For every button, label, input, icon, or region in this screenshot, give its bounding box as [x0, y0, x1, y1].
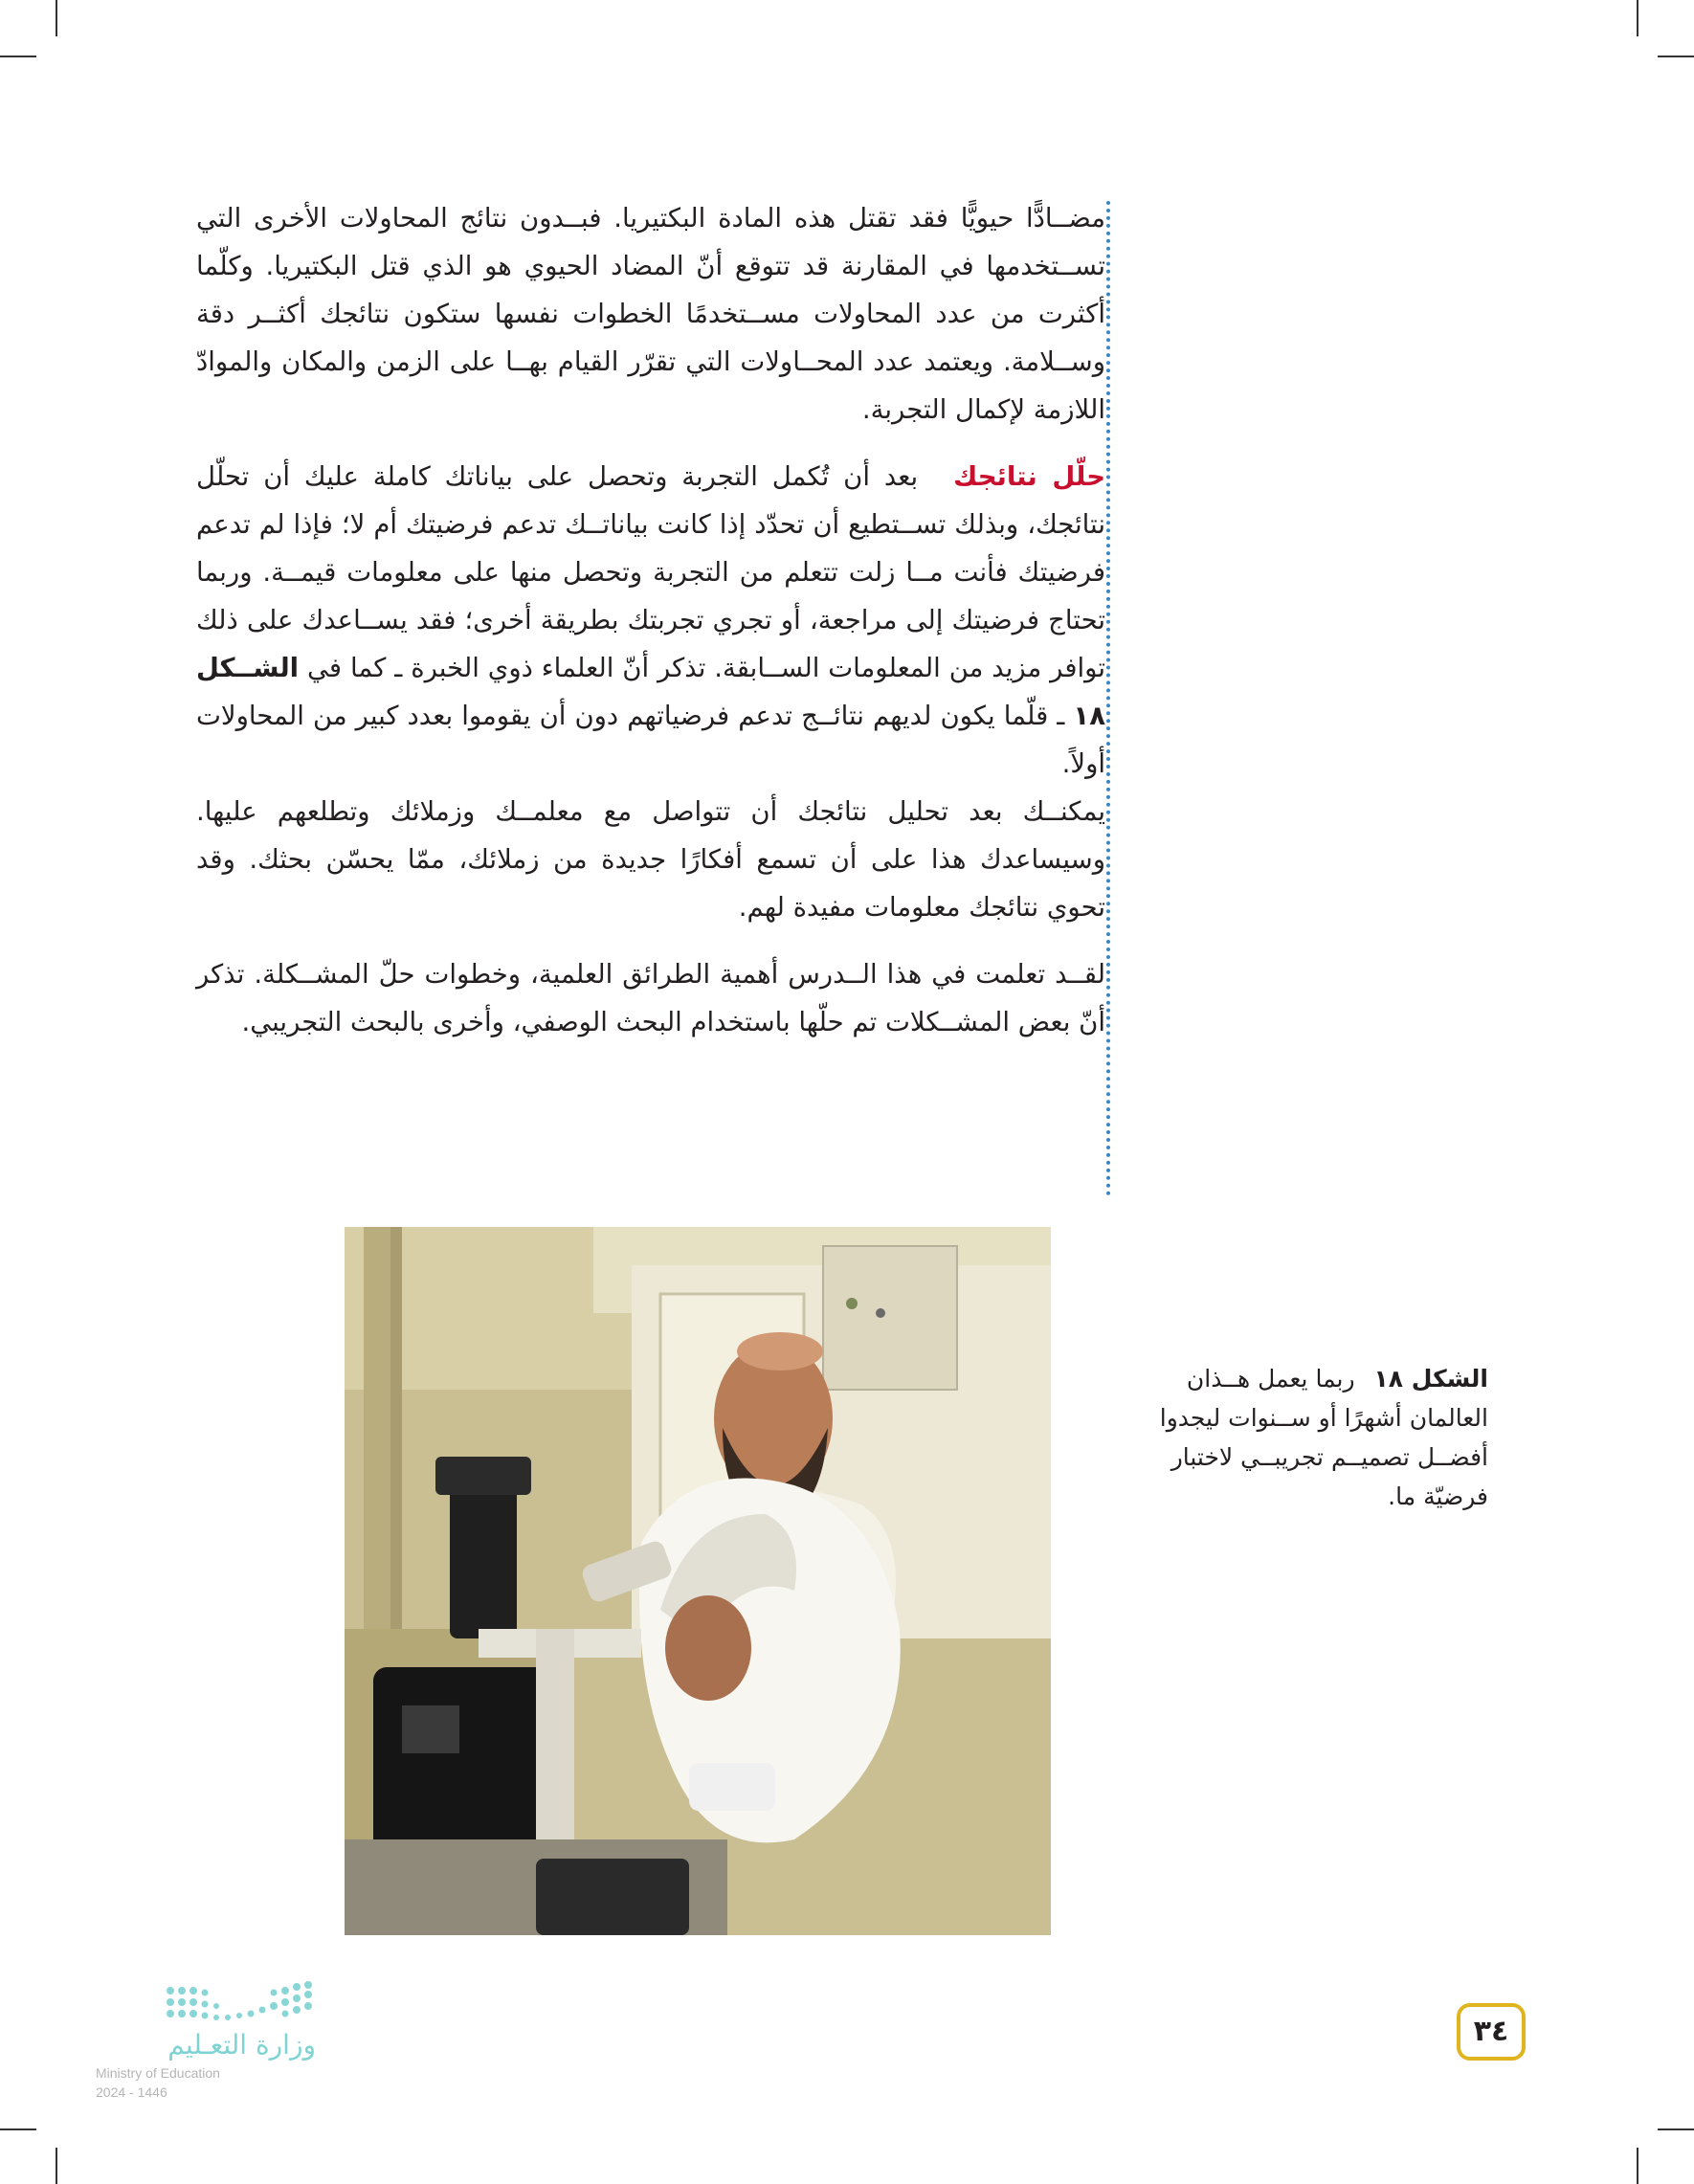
- paragraph-communicate: يمكنــك بعد تحليل نتائجك أن تتواصل مع معلمــك وزملائك وتطلعهم عليها. وسيساعدك هذا على أن تسمع أفكارًا جديدة من زملائك، ممّا يحسّن بحثك. وقد تحوي نتائجك معلومات مفيدة لهم.: [196, 796, 1105, 923]
- figure-label: الشكل ١٨: [1373, 1365, 1488, 1393]
- figure-photo: [345, 1227, 1051, 1935]
- crop-mark: [1637, 0, 1638, 36]
- crop-mark: [0, 56, 36, 57]
- paragraph-summary: لقــد تعلمت في هذا الــدرس أهمية الطرائق العلمية، وخطوات حلّ المشــكلة. تذكر أنّ بعض المشــكلات تم حلّها باستخدام البحث الوصفي، وأخرى بالبحث التجريبي.: [196, 959, 1105, 1037]
- ministry-name-arabic: وزارة التعـليم: [167, 2029, 316, 2061]
- main-text-column: [196, 194, 1105, 1046]
- dotted-divider: [1106, 201, 1110, 1196]
- page-number: ٣٤: [1457, 2003, 1526, 2061]
- paragraph-trials: مضــادًّا حيويًّا فقد تقتل هذه المادة البكتيريا. فبــدون نتائج المحاولات الأخرى التي تســتخدمها في المقارنة قد تتوقع أنّ المضاد الحيوي هو الذي قتل البكتيريا. وكلّما أكثرت من عدد المحاولات مســتخدمًا الخطوات نفسها ستكون نتائجك أكثــر دقة وســلامة. ويعتمد عدد المحــاولات التي تقرّر القيام بهــا على الزمن والمكان والموادّ اللازمة لإكمال التجربة.: [196, 203, 1105, 425]
- figure-caption: [1129, 1359, 1488, 1516]
- ministry-year: 2024 - 1446: [96, 2084, 167, 2100]
- crop-mark: [1658, 2128, 1694, 2130]
- paragraph-analyze-text-b: ـ قلّما يكون لديهم نتائــج تدعم فرضياتهم دون أن يقوموا بعدد كبير من المحاولات أولاً.: [196, 701, 1105, 779]
- crop-mark: [0, 2128, 36, 2130]
- ministry-name-english: Ministry of Education: [96, 2065, 220, 2081]
- crop-mark: [56, 2148, 57, 2184]
- lab-scientists-illustration: [345, 1227, 1051, 1935]
- figure-reference: الشــكل ١٨: [196, 653, 1105, 731]
- crop-mark: [1658, 56, 1694, 57]
- figure-caption-text: ربما يعمل هــذان العالمان أشهرًا أو ســنوات ليجدوا أفضــل تصميــم تجريبــي لاختبار فرضيّة ما.: [1159, 1365, 1488, 1510]
- crop-mark: [56, 0, 57, 36]
- paragraph-analyze-text-a: بعد أن تُكمل التجربة وتحصل على بياناتك كاملة عليك أن تحلّل نتائجك، وبذلك تســتطيع أن تحدّد إذا كانت بياناتــك تدعم فرضيتك أم لا؛ فإذا لم تدعم فرضيتك فأنت مــا زلت تتعلم من التجربة وتحصل منها على معلومات قيمــة. وربما تحتاج فرضيتك إلى مراجعة، أو تجري تجربتك بطريقة أخرى؛ فقد يســاعدك على ذلك توافر مزيد من المعلومات الســابقة. تذكر أنّ العلماء ذوي الخبرة ـ كما في: [196, 461, 1105, 683]
- crop-mark: [1637, 2148, 1638, 2184]
- paragraph-analyze: [196, 453, 1105, 788]
- ministry-dots-icon: [163, 1981, 316, 2029]
- section-heading-analyze: حلّل نتائجك: [953, 461, 1106, 492]
- ministry-logo: [96, 1981, 316, 2125]
